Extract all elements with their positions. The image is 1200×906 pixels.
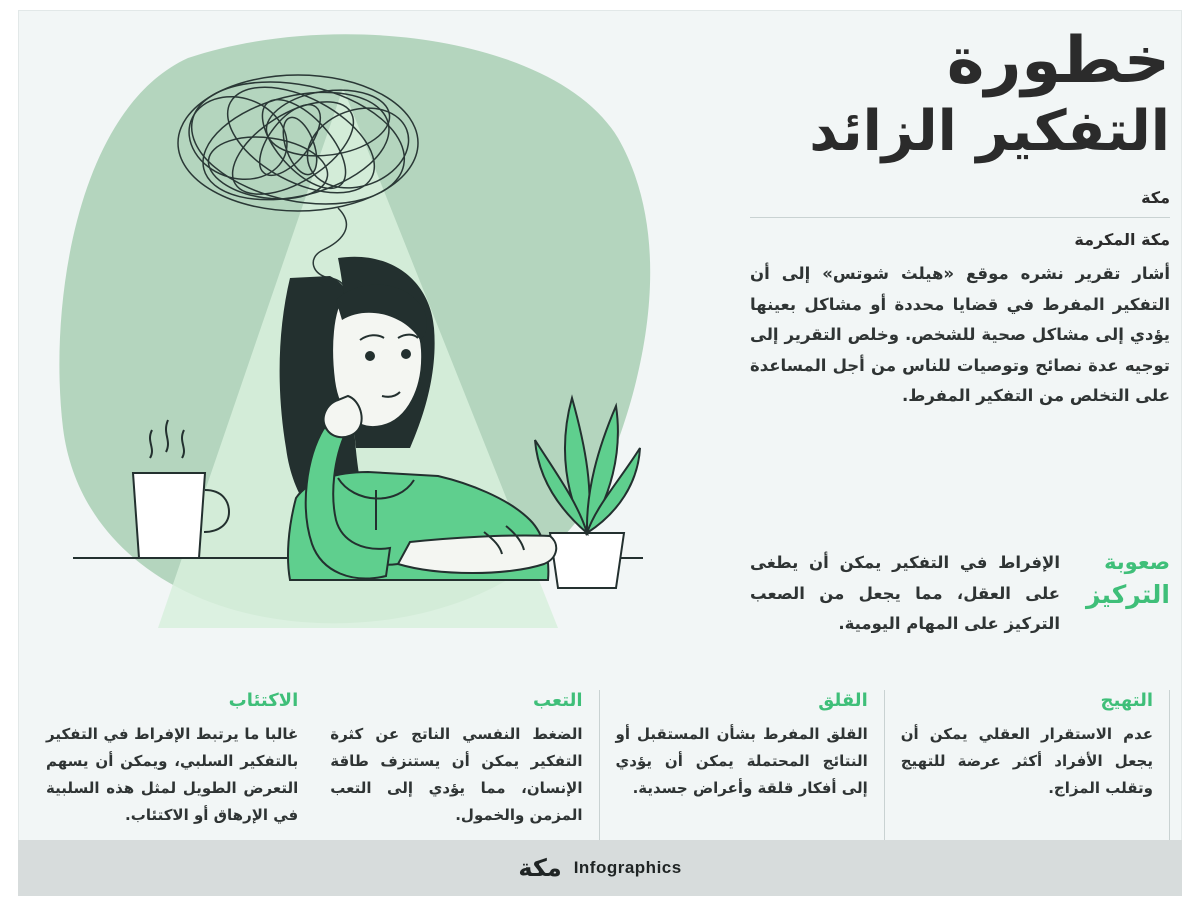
effect-title: الاكتئاب [228, 690, 299, 711]
header-block [750, 24, 1170, 412]
focus-body: الإفراط في التفكير يمكن أن يطغى على العقل، مما يجعل من الصعب التركيز على المهام اليومية. [750, 553, 1060, 634]
effect-text: غالبا ما يرتبط الإفراط في التفكير بالتفكير السلبي، ويمكن أن يسهم التعرض الطويل لمثل هذه السلبية في الإرهاق أو الاكتئاب. [46, 725, 299, 824]
footer-bar [18, 840, 1182, 896]
effect-column [600, 690, 885, 840]
focus-heading [1074, 548, 1170, 612]
title-line-2: التفكير الزائد [809, 99, 1170, 165]
effect-title: التعب [533, 690, 583, 711]
effect-text: عدم الاستقرار العقلي يمكن أن يجعل الأفراد أكثر عرضة للتهيج وتقلب المزاج. [900, 725, 1153, 797]
footer-label: Infographics [573, 858, 682, 877]
focus-heading-line-1: صعوبة [1104, 550, 1170, 574]
effects-columns [30, 690, 1170, 840]
effect-column [30, 690, 314, 840]
illustration-svg [38, 28, 678, 648]
focus-callout [750, 548, 1170, 640]
city-label: مكة المكرمة [1074, 229, 1170, 249]
effect-text: الضغط النفسي الناتج عن كثرة التفكير يمكن أن يستنزف طاقة الإنسان، مما يؤدي إلى التعب المزمن والخمول. [330, 725, 583, 824]
effect-title: التهيج [1100, 690, 1153, 711]
effect-title: القلق [818, 690, 868, 711]
effect-text: القلق المفرط بشأن المستقبل أو النتائج المحتملة يمكن أن يؤدي إلى أفكار قلقة وأعراض جسدية. [615, 725, 868, 797]
lede-paragraph: أشار تقرير نشره موقع «هيلث شوتس» إلى أن التفكير المفرط في قضايا محددة أو مشاكل بعينها يؤدي إلى مشاكل صحية للشخص. وخلص التقرير إلى توجيه عدة نصائح وتوصيات للناس من أجل المساعدة على التخلص من التفكير المفرط. [750, 263, 1170, 406]
makkah-logo: مكة [518, 854, 562, 882]
page-title [750, 24, 1170, 165]
byline: مكة [1141, 187, 1170, 207]
illustration-panel [18, 10, 718, 682]
effect-column [885, 690, 1170, 840]
title-line-1: خطورة [946, 24, 1170, 98]
focus-heading-line-2: التركيز [1085, 580, 1170, 610]
divider [750, 217, 1170, 218]
effect-column [314, 690, 599, 840]
